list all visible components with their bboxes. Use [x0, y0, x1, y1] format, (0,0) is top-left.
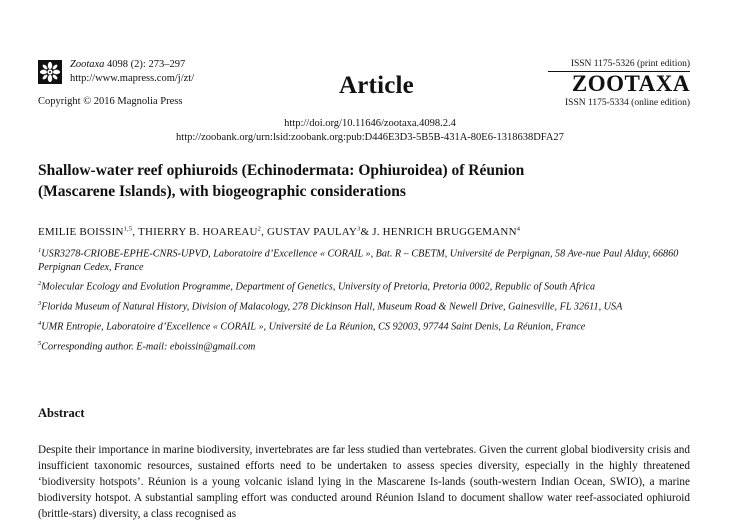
article-label: Article [339, 72, 414, 99]
zootaxa-brand: ZOOTAXA [548, 71, 690, 95]
zoobank-link[interactable]: http://zoobank.org/urn:lsid:zoobank.org:pub:D446E3D3-5B5B-431A-80E6-1318638DFA27 [176, 132, 564, 143]
journal-info [38, 58, 194, 85]
affiliation: $^2$Molecular Ecology and Evolution Programme, Department of Genetics, University of Pretoria, Pretoria 0002, Republic of South Africa [38, 280, 596, 293]
issn-online: ISSN 1175-5334 (online edition) [565, 98, 690, 108]
journal-citation: Zootaxa 4098 (2): 273–297 [70, 59, 186, 70]
affiliations [38, 244, 690, 356]
author-list [38, 225, 520, 238]
affiliation: $^4$UMR Entropie, Laboratoire d’Excellence « CORAIL », Université de La Réunion, CS 92003, 97744 Saint Denis, La Réunion, France [38, 319, 586, 333]
author: GUSTAV PAULAY$^3$& [267, 225, 373, 238]
title-line-1: Shallow-water reef ophiuroids (Echinodermata: Ophiuroidea) of Réunion [38, 162, 525, 179]
copyright: Copyright © 2016 Magnolia Press [38, 96, 183, 107]
abstract-text: Despite their importance in marine biodiversity, invertebrates are far less studied than vertebrates. Given the current global biodiversity crisis and insufficient taxonomic resources, sustained efforts need to be undertaken to assess species diversity, especially in the highly threatened ‘biodiversity hotspots’. Réunion is a young volcanic island lying in the Mascarene Is-lands (south-western Indian Ocean, SWIO), a marine biodiversity hotspot. A substantial sampling effort was conducted around Réunion Island to document shallow water reef-associated ophiuroid (brittle-stars) diversity, a class recognised as [38, 444, 690, 520]
affiliation: $^1$USR3278-CRIOBE-EPHE-CNRS-UPVD, Laboratoire d’Excellence « CORAIL », Bat. R – CBETM, Université de Perpignan, 58 Ave-nue Paul Alduy, 66860 Perpignan Cedex, France [38, 247, 679, 273]
paper-title [38, 160, 698, 202]
issn-print: ISSN 1175-5326 (print edition) [570, 59, 690, 69]
author: EMILIE BOISSIN$^{1,5}$, [38, 225, 139, 238]
affiliation: $^3$Florida Museum of Natural History, Division of Malacology, 278 Dickinson Hall, Museum Road & Newell Drive, Gainesville, FL 32611, USA [38, 300, 623, 313]
affiliation: $^5$Corresponding author. E-mail: eboissin@gmail.com [38, 339, 256, 352]
journal-url[interactable]: http://www.mapress.com/j/zt/ [70, 72, 195, 84]
abstract-heading: Abstract [38, 406, 85, 420]
doi-link[interactable]: http://doi.org/10.11646/zootaxa.4098.2.4 [284, 118, 456, 129]
title-line-2: (Mascarene Islands), with biogeographic considerations [38, 183, 406, 200]
author: J. HENRICH BRUGGEMANN$^4$ [372, 225, 521, 238]
issn-block [548, 58, 690, 109]
publisher-logo-icon [38, 60, 62, 84]
author: THIERRY B. HOAREAU$^2$, [138, 225, 268, 238]
identifiers [0, 117, 740, 145]
